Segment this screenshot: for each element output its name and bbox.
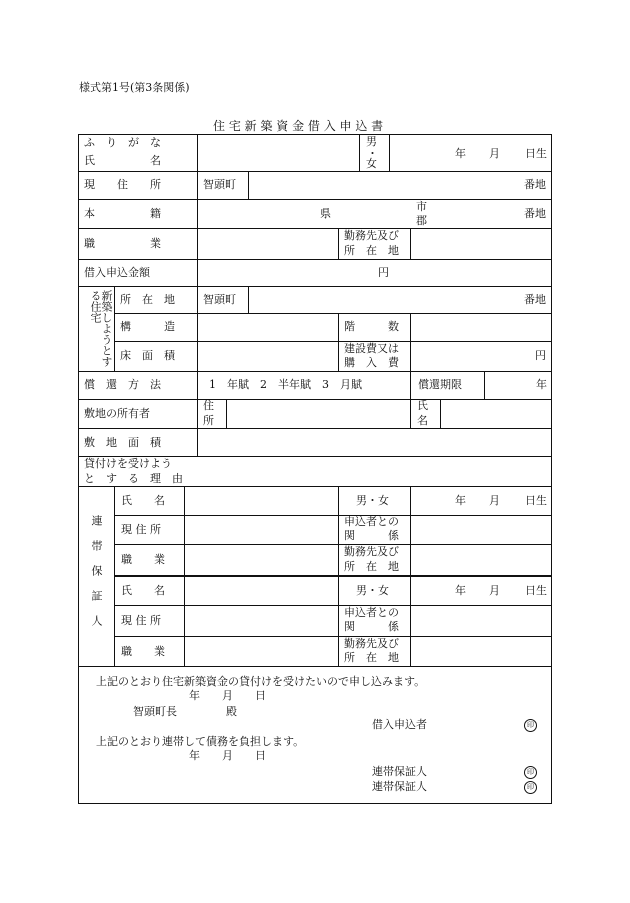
- occupation-label: 職 業: [84, 237, 161, 250]
- repayment-options: 1 年賦 2 半年賦 3 月賦: [209, 378, 362, 391]
- cost-yen-label: 円: [535, 349, 546, 362]
- sex-separator: ・: [367, 147, 378, 160]
- applicant-label: 借入申込者: [372, 718, 427, 731]
- current-address-label: 現 住 所: [84, 178, 161, 191]
- town-label: 智頭町: [203, 178, 236, 191]
- floors-label: 階 数: [344, 320, 399, 333]
- owner-address-label-1: 住: [203, 399, 214, 412]
- repayment-method-label: 償 還 方 法: [84, 378, 161, 391]
- owner-name-label-1: 氏: [417, 399, 428, 412]
- loan-amount-label: 借入申込金額: [84, 266, 150, 279]
- guarantor1-sign-label: 連帯保証人: [372, 765, 427, 778]
- guarantor1-year-label: 年: [455, 494, 466, 507]
- guarantor1-occupation-label: 職 業: [121, 553, 165, 566]
- guarantor2-sex-label: 男・女: [356, 584, 389, 597]
- domicile-label: 本 籍: [84, 207, 161, 220]
- birth-day-label: 日生: [525, 147, 547, 160]
- guarantor1-seal: 印: [524, 765, 537, 779]
- sex-male-label: 男: [366, 135, 377, 148]
- guarantor1-sex-label: 男・女: [356, 494, 389, 507]
- cost-label-1: 建設費又は: [344, 342, 399, 355]
- location-label: 所 在 地: [120, 293, 175, 306]
- guarantee-text: 上記のとおり連帯して債務を負担します。: [96, 735, 305, 748]
- form-number: 様式第1号(第3条関係): [79, 81, 190, 94]
- guarantor-group-label: 連帯保証人: [90, 515, 103, 640]
- guarantor2-occupation-label: 職 業: [121, 645, 165, 658]
- repayment-year-label: 年: [536, 378, 547, 391]
- guarantor2-month-label: 月: [489, 584, 500, 597]
- guarantor2-birth-label: 日生: [525, 584, 547, 597]
- loan-yen-label: 円: [378, 266, 389, 279]
- floor-area-label: 床 面 積: [120, 349, 175, 362]
- house-group-label: 新築しようとする住宅: [89, 290, 113, 367]
- declaration-date: 年 月 日: [189, 689, 266, 702]
- guarantor2-year-label: 年: [455, 584, 466, 597]
- form-title: 住 宅 新 築 資 金 借 入 申 込 書: [213, 119, 384, 133]
- furigana-label: ふ り が な: [84, 136, 161, 149]
- prefecture-label: 県: [320, 207, 331, 220]
- name-label: 氏 名: [84, 154, 161, 167]
- reason-label-2: と す る 理 由: [84, 472, 183, 485]
- guarantor2-relation-label-2: 関 係: [344, 620, 399, 633]
- owner-address-label-2: 所: [203, 414, 214, 427]
- repayment-period-label: 償還期限: [418, 378, 462, 391]
- cost-label-2: 購 入 費: [344, 356, 399, 369]
- guarantor1-address-label: 現 住 所: [121, 523, 161, 536]
- guarantor1-relation-label-1: 申込者との: [344, 515, 399, 528]
- guarantor1-month-label: 月: [489, 494, 500, 507]
- guarantor2-sign-label: 連帯保証人: [372, 780, 427, 793]
- workplace-label-2: 所 在 地: [344, 244, 399, 257]
- guarantor2-address-label: 現 住 所: [121, 614, 161, 627]
- workplace-label-1: 勤務先及び: [344, 229, 399, 242]
- guarantor1-workplace-label-1: 勤務先及び: [344, 545, 399, 558]
- guarantor2-workplace-label-1: 勤務先及び: [344, 637, 399, 650]
- house-town-label: 智頭町: [203, 293, 236, 306]
- mayor-label: 智頭町長: [133, 705, 177, 718]
- site-area-label: 敷 地 面 積: [84, 436, 161, 449]
- guarantee-date: 年 月 日: [189, 749, 266, 762]
- owner-name-label-2: 名: [417, 414, 428, 427]
- name-field[interactable]: [198, 135, 358, 171]
- guarantor2-name-label: 氏 名: [121, 584, 165, 597]
- sex-female-label: 女: [366, 157, 377, 170]
- guarantor1-workplace-label-2: 所 在 地: [344, 560, 399, 573]
- reason-label-1: 貸付けを受けよう: [84, 457, 172, 470]
- domicile-banchi-label: 番地: [524, 207, 546, 220]
- declaration-text: 上記のとおり住宅新築資金の貸付けを受けたいので申し込みます。: [96, 675, 426, 688]
- applicant-seal: 印: [524, 718, 537, 732]
- guarantor2-workplace-label-2: 所 在 地: [344, 651, 399, 664]
- guarantor1-birth-label: 日生: [525, 494, 547, 507]
- guarantor2-seal: 印: [524, 780, 537, 794]
- birth-year-label: 年: [455, 147, 466, 160]
- dono-label: 殿: [226, 705, 237, 718]
- house-banchi-label: 番地: [524, 293, 546, 306]
- land-owner-label: 敷地の所有者: [84, 407, 150, 420]
- guarantor1-relation-label-2: 関 係: [344, 529, 399, 542]
- city-gun-label: 郡: [416, 214, 427, 227]
- guarantor1-name-label: 氏 名: [121, 494, 165, 507]
- birth-month-label: 月: [489, 147, 500, 160]
- structure-label: 構 造: [120, 320, 175, 333]
- banchi-label: 番地: [524, 178, 546, 191]
- guarantor2-relation-label-1: 申込者との: [344, 606, 399, 619]
- city-shi-label: 市: [416, 200, 427, 213]
